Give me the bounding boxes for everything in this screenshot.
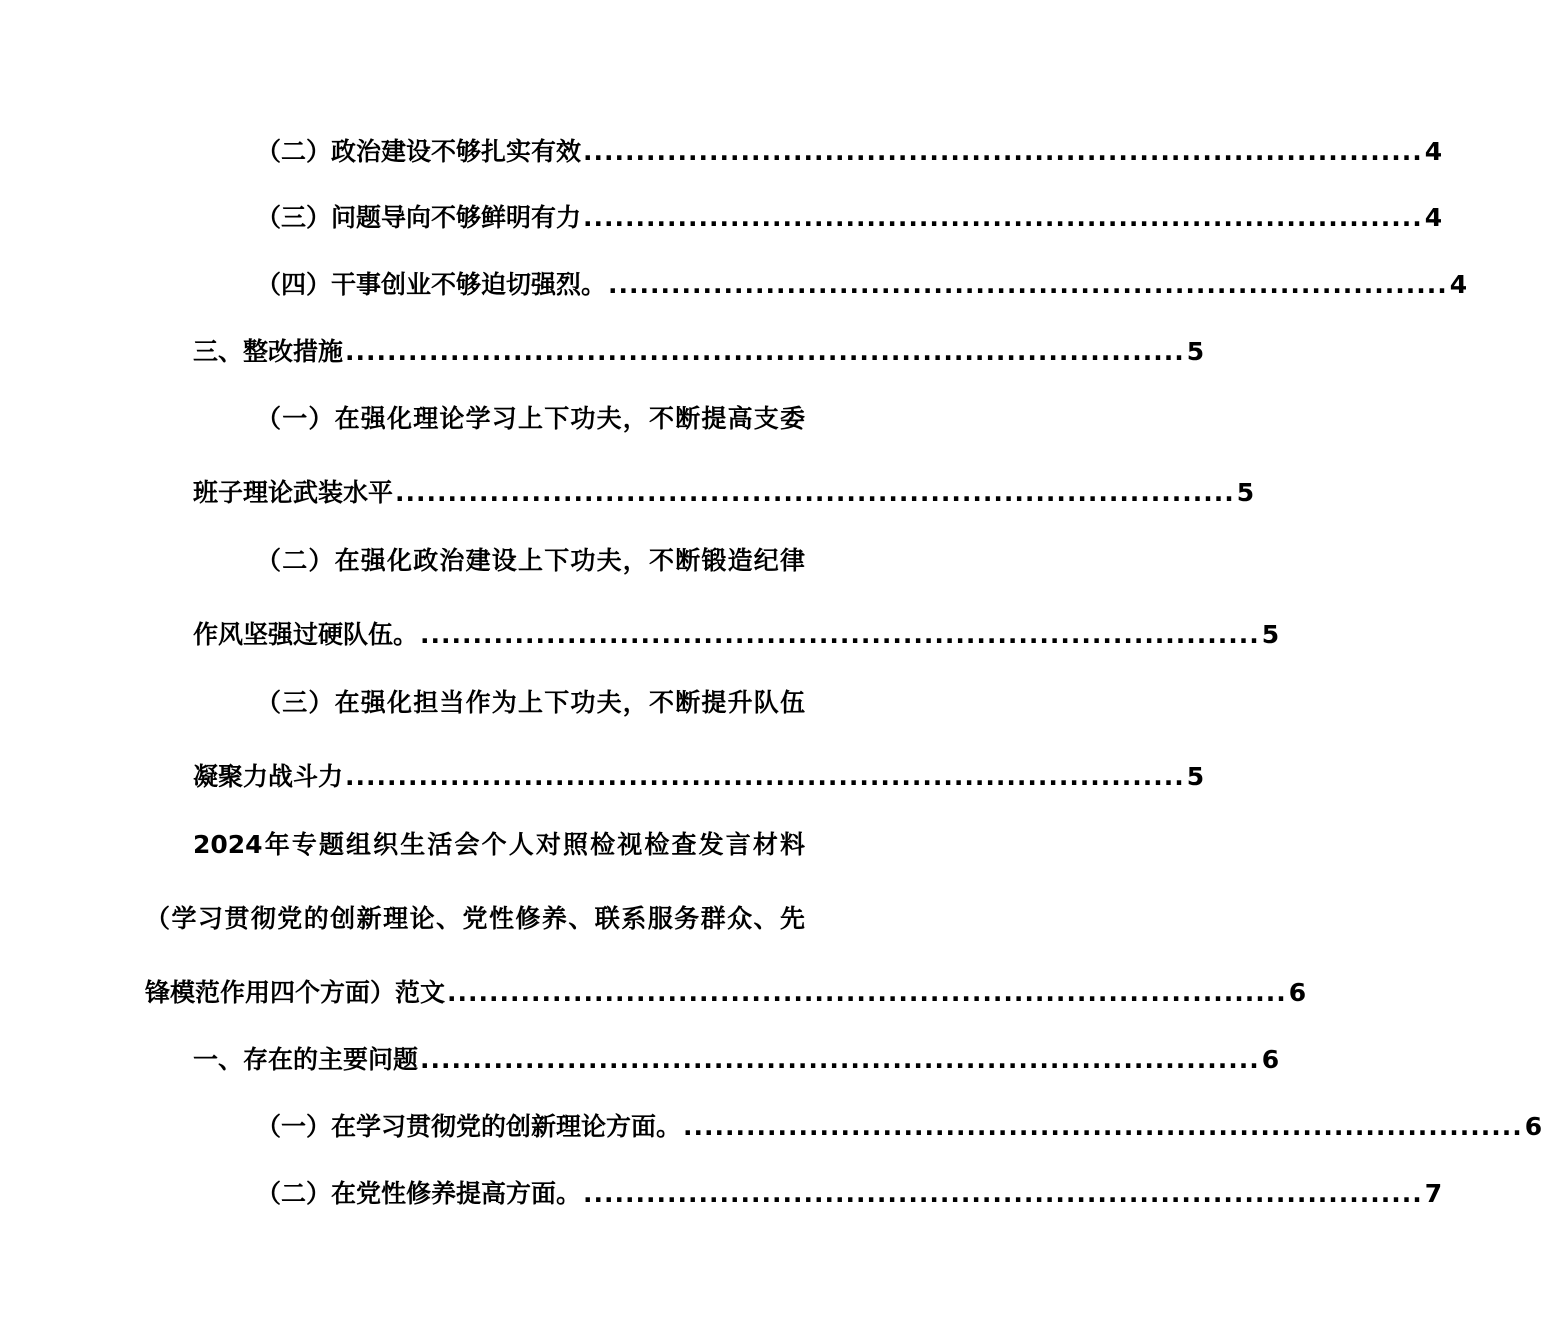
toc-item-title: （四）干事创业不够迫切强烈。 <box>256 270 607 299</box>
toc-item[interactable] <box>193 337 1205 367</box>
toc-page-number: 5 <box>1186 337 1205 366</box>
toc-item[interactable] <box>256 137 1443 167</box>
toc-item-title: 一、存在的主要问题 <box>193 1045 419 1074</box>
toc-page-number: 5 <box>1236 478 1255 507</box>
toc-item-title: （二）在党性修养提高方面。 <box>256 1179 582 1208</box>
toc-item-line[interactable]: 2024年专题组织生活会个人对照检视检查发言材料 <box>193 830 805 859</box>
toc-item-title: 凝聚力战斗力 <box>193 762 344 791</box>
toc-page-number: 6 <box>1261 1045 1280 1074</box>
toc-item[interactable] <box>193 1045 1280 1075</box>
toc-leader-dots: ................................................................................ <box>420 1045 1260 1074</box>
toc-item[interactable] <box>193 762 1205 792</box>
toc-item-title: （三）问题导向不够鲜明有力 <box>256 203 582 232</box>
toc-page-number: 4 <box>1449 270 1468 299</box>
toc-item[interactable] <box>256 270 1468 300</box>
toc-leader-dots: ................................................................................ <box>583 137 1423 166</box>
toc-leader-dots: ................................................................................ <box>583 1179 1423 1208</box>
toc-item[interactable] <box>256 203 1443 233</box>
toc-item-title: （二）政治建设不够扎实有效 <box>256 137 582 166</box>
toc-page-number: 5 <box>1186 762 1205 791</box>
toc-page-number: 7 <box>1424 1179 1443 1208</box>
toc-item-line[interactable]: （学习贯彻党的创新理论、党性修养、联系服务群众、先 <box>145 904 805 933</box>
toc-item[interactable] <box>193 620 1280 650</box>
toc-item[interactable] <box>256 1179 1443 1209</box>
toc-page-number: 4 <box>1424 137 1443 166</box>
toc-item[interactable] <box>145 978 1307 1008</box>
toc-item-line[interactable]: （二）在强化政治建设上下功夫，不断锻造纪律 <box>256 546 805 575</box>
toc-item[interactable] <box>256 1112 1542 1142</box>
toc-item-title: 作风坚强过硬队伍。 <box>193 620 419 649</box>
toc-item-line[interactable]: （三）在强化担当作为上下功夫，不断提升队伍 <box>256 688 805 717</box>
toc-leader-dots: ................................................................................ <box>608 270 1448 299</box>
toc-page-number: 5 <box>1261 620 1280 649</box>
toc-item[interactable] <box>193 478 1255 508</box>
toc-leader-dots: ................................................................................ <box>583 203 1423 232</box>
toc-item-title: 三、整改措施 <box>193 337 344 366</box>
toc-leader-dots: ................................................................................ <box>395 478 1235 507</box>
toc-item-title: 锋模范作用四个方面）范文 <box>145 978 446 1007</box>
toc-page-number: 4 <box>1424 203 1443 232</box>
toc-leader-dots: ................................................................................ <box>683 1112 1523 1141</box>
toc-page-number: 6 <box>1524 1112 1542 1141</box>
toc-item-title: 班子理论武装水平 <box>193 478 394 507</box>
toc-leader-dots: ................................................................................ <box>447 978 1287 1007</box>
toc-item-line[interactable]: （一）在强化理论学习上下功夫，不断提高支委 <box>256 404 805 433</box>
toc-page-number: 6 <box>1288 978 1307 1007</box>
toc-item-title: （一）在学习贯彻党的创新理论方面。 <box>256 1112 682 1141</box>
toc-leader-dots: ................................................................................ <box>345 762 1185 791</box>
toc-leader-dots: ................................................................................ <box>420 620 1260 649</box>
toc-leader-dots: ................................................................................ <box>345 337 1185 366</box>
